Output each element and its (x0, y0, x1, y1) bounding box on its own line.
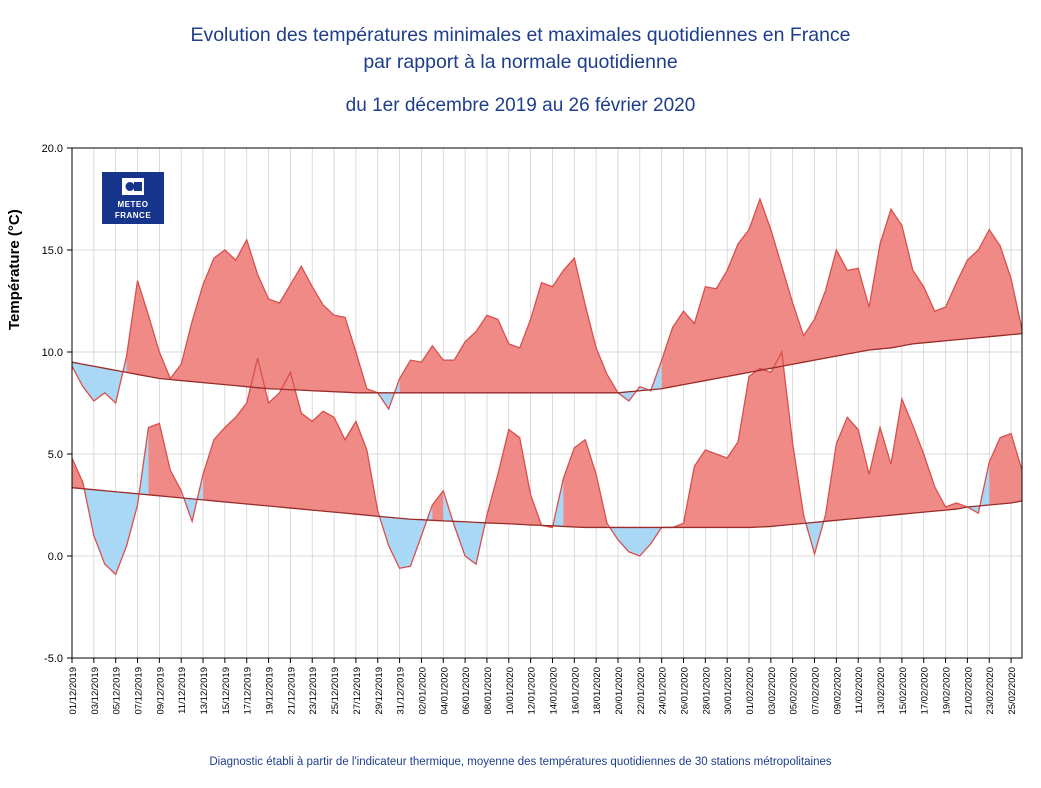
svg-text:13/12/2019: 13/12/2019 (199, 667, 211, 715)
x-axis (68, 658, 1018, 715)
svg-text:23/02/2020: 23/02/2020 (985, 667, 997, 715)
svg-text:02/01/2020: 02/01/2020 (417, 667, 429, 715)
svg-text:09/02/2020: 09/02/2020 (832, 667, 844, 715)
svg-text:20/01/2020: 20/01/2020 (613, 667, 625, 715)
svg-text:29/12/2019: 29/12/2019 (373, 667, 385, 715)
svg-text:22/01/2020: 22/01/2020 (635, 667, 647, 715)
svg-text:08/01/2020: 08/01/2020 (482, 667, 494, 715)
svg-text:19/12/2019: 19/12/2019 (264, 667, 276, 715)
svg-text:24/01/2020: 24/01/2020 (657, 667, 669, 715)
svg-text:16/01/2020: 16/01/2020 (570, 667, 582, 715)
svg-text:26/01/2020: 26/01/2020 (679, 667, 691, 715)
page-subtitle: du 1er décembre 2019 au 26 février 2020 (345, 95, 696, 116)
svg-text:0.0: 0.0 (47, 551, 63, 563)
svg-text:FRANCE: FRANCE (114, 211, 152, 220)
svg-text:05/02/2020: 05/02/2020 (788, 667, 800, 715)
chart-footnote: Diagnostic établi à partir de l'indicateur thermique, moyenne des températures quotidiennes de 30 stations métropolitaines (209, 756, 832, 768)
svg-text:01/12/2019: 01/12/2019 (68, 667, 79, 715)
svg-text:06/01/2020: 06/01/2020 (461, 667, 473, 715)
svg-text:25/12/2019: 25/12/2019 (330, 667, 342, 715)
svg-text:12/01/2020: 12/01/2020 (526, 667, 538, 715)
svg-text:01/02/2020: 01/02/2020 (745, 667, 757, 715)
svg-text:15/12/2019: 15/12/2019 (220, 667, 232, 715)
page-title-line1: Evolution des températures minimales et maximales quotidiennes en France (190, 24, 851, 46)
svg-text:11/12/2019: 11/12/2019 (177, 667, 189, 714)
svg-text:11/02/2020: 11/02/2020 (854, 667, 866, 714)
svg-text:07/02/2020: 07/02/2020 (810, 667, 822, 715)
svg-text:15/02/2020: 15/02/2020 (897, 667, 909, 715)
svg-text:21/02/2020: 21/02/2020 (963, 667, 975, 715)
svg-text:03/02/2020: 03/02/2020 (766, 667, 778, 715)
svg-text:07/12/2019: 07/12/2019 (133, 667, 145, 715)
svg-text:METEO: METEO (117, 200, 149, 209)
temperature-chart (0, 140, 1041, 715)
svg-text:20.0: 20.0 (41, 143, 63, 155)
svg-text:30/01/2020: 30/01/2020 (723, 667, 735, 715)
svg-text:-5.0: -5.0 (44, 653, 63, 665)
svg-text:17/02/2020: 17/02/2020 (919, 667, 931, 715)
chart-title-block (0, 22, 1041, 119)
svg-text:05/12/2019: 05/12/2019 (111, 667, 123, 715)
svg-text:25/02/2020: 25/02/2020 (1007, 667, 1019, 715)
svg-text:15.0: 15.0 (41, 245, 63, 257)
svg-text:18/01/2020: 18/01/2020 (592, 667, 604, 715)
svg-text:31/12/2019: 31/12/2019 (395, 667, 407, 715)
svg-text:14/01/2020: 14/01/2020 (548, 667, 560, 715)
svg-text:23/12/2019: 23/12/2019 (308, 667, 320, 715)
svg-text:21/12/2019: 21/12/2019 (286, 667, 298, 715)
svg-text:19/02/2020: 19/02/2020 (941, 667, 953, 715)
y-axis-label: Température (°C) (6, 209, 23, 330)
svg-text:10/01/2020: 10/01/2020 (504, 667, 516, 715)
page-title-line2: par rapport à la normale quotidienne (363, 51, 678, 73)
chart-svg (0, 140, 1041, 715)
y-axis (42, 143, 72, 665)
svg-text:27/12/2019: 27/12/2019 (351, 667, 363, 715)
svg-text:03/12/2019: 03/12/2019 (89, 667, 101, 715)
svg-text:17/12/2019: 17/12/2019 (242, 667, 254, 715)
meteo-france-logo (102, 172, 164, 224)
svg-text:5.0: 5.0 (47, 449, 63, 461)
svg-text:13/02/2020: 13/02/2020 (876, 667, 888, 715)
svg-text:10.0: 10.0 (41, 347, 63, 359)
svg-text:09/12/2019: 09/12/2019 (155, 667, 167, 715)
svg-text:04/01/2020: 04/01/2020 (439, 667, 451, 715)
svg-text:28/01/2020: 28/01/2020 (701, 667, 713, 715)
